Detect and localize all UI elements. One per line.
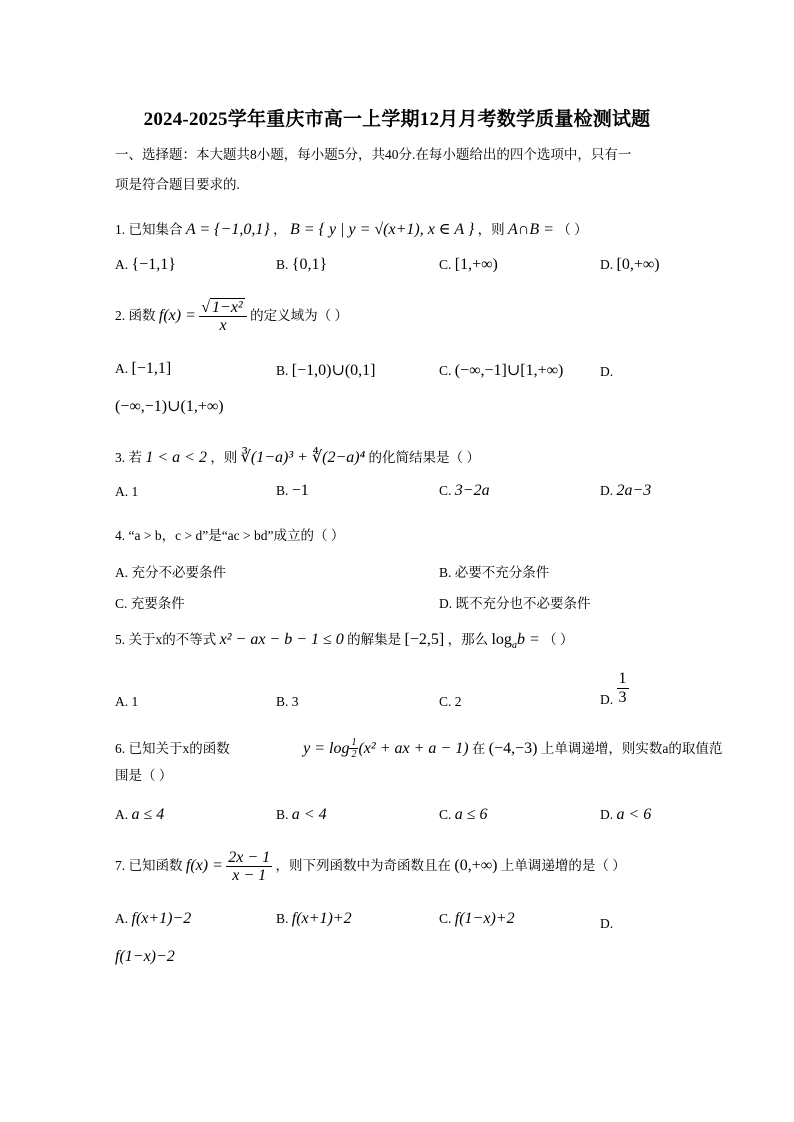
q2-option-d-label: D. [600,364,614,379]
section-line-2: 项是符合题目要求的. [115,177,240,192]
q3-prefix: 3. 若 [115,450,142,465]
q1-option-d[interactable]: D. [0,+∞) [600,256,660,273]
q3-option-c[interactable]: C. 3−2a [439,482,490,499]
q4-text: 4. “a > b，c > d”是“ac > bd”成立的（ ） [115,528,345,543]
q6-prefix: 6. 已知关于x的函数 [115,741,230,756]
q6-option-c[interactable]: C. a ≤ 6 [439,806,488,823]
q7-option-b[interactable]: B. f(x+1)+2 [276,910,352,927]
q6-mid: 在 [471,741,486,756]
q2-fraction: $\frac{\text{√ 1−x²}}{x}$ [199,299,246,335]
q6-interval: (−4,−3) [488,740,538,757]
q7-fraction: $\frac{2x - 1}{x - 1}$ [228,848,271,885]
q6-option-a[interactable]: A. a ≤ 4 [115,806,165,823]
q4-option-d[interactable]: D. 既不充分也不必要条件 [439,596,591,611]
q7-suffix: 上单调递增的是（ ） [500,858,626,873]
q5-mid: 的解集是 [347,632,402,647]
q7-option-d[interactable]: f(1−x)−2 [115,948,175,965]
question-2 [115,296,348,336]
q3-condition: 1 < a < 2 [145,449,207,466]
q1-prefix: 1. 已知集合 [115,222,183,237]
q1-option-a[interactable]: A. {−1,1} [115,256,176,273]
q5-option-a[interactable]: A. 1 [115,694,139,709]
q2-option-c[interactable]: C. (−∞,−1]∪[1,+∞) [439,362,564,379]
q5-paren: （ ） [543,632,574,647]
q1-paren: （ ） [557,222,588,237]
q5-ask: $\log_ab$ = [491,631,540,652]
section-instructions [115,140,685,200]
question-1: 1. 已知集合 A = {−1,0,1} ， B = { y | y = √(x+1), x ∈ A } ，则 A∩B = （ ） [115,221,588,238]
q1-set-b: B = { y | y = √(x+1), x ∈ A } [290,221,475,238]
q7-option-a[interactable]: A. f(x+1)−2 [115,910,192,927]
q6-option-b[interactable]: B. a < 4 [276,806,327,823]
q2-denominator: x [219,317,227,335]
q5-option-d-fraction: $\frac{1}{3}$ [618,669,627,706]
q3-option-b[interactable]: B. −1 [276,482,309,499]
q4-option-c[interactable]: C. 充要条件 [115,596,185,611]
question-4 [115,526,344,546]
q7-mid: ，则下列函数中为奇函数且在 [275,858,452,873]
q5-mid2: ，那么 [447,632,489,647]
q3-suffix: 的化简结果是（ ） [368,450,480,465]
q1-ask: A∩B = [508,221,554,238]
question-6-line-2: 围是（ ） [115,768,173,783]
q2-option-d[interactable]: (−∞,−1)∪(1,+∞) [115,398,224,415]
q5-prefix: 5. 关于x的不等式 [115,632,217,647]
q6-suffix: 上单调递增，则实数a的取值范 [540,741,723,756]
q2-suffix: 的定义域为（ ） [250,308,348,323]
q7-interval: (0,+∞) [454,857,498,874]
q1-option-b[interactable]: B. {0,1} [276,256,328,273]
q2-option-a[interactable]: A. [−1,1] [115,360,172,377]
section-line-1: 一、选择题：本大题共8小题，每小题5分，共40分.在每小题给出的四个选项中，只有一 [115,147,632,162]
q6-function: y = log $\frac{1}{2}$ (x² + ax + a − 1) [303,737,469,761]
q4-option-a[interactable]: A. 充分不必要条件 [115,565,226,580]
q7-prefix: 7. 已知函数 [115,858,183,873]
q3-expression: ∛(1−a)³ + ∜(2−a)⁴ [240,449,366,466]
q1-set-a: A = {−1,0,1} [185,221,270,238]
q1-option-c[interactable]: C. [1,+∞) [439,256,498,273]
question-7 [115,846,626,886]
q5-option-d[interactable]: D. $\frac{1}{3}$ [600,669,627,707]
q6-option-d[interactable]: D. a < 6 [600,806,652,823]
q5-inequality: x² − ax − b − 1 ≤ 0 [219,631,344,648]
q3-option-d[interactable]: D. 2a−3 [600,482,652,499]
q3-option-a[interactable]: A. 1 [115,484,139,499]
q2-func: f(x) = [158,307,196,324]
page-title: 2024-2025学年重庆市高一上学期12月月考数学质量检测试题 [143,109,651,130]
question-5 [115,630,573,656]
q2-numerator: 1−x² [212,298,243,316]
q3-mid: ，则 [210,450,238,465]
q5-option-c[interactable]: C. 2 [439,694,462,709]
q2-option-b[interactable]: B. [−1,0)∪(0,1] [276,362,376,379]
q2-prefix: 2. 函数 [115,308,156,323]
q1-suffix: ，则 [477,222,505,237]
q5-interval: [−2,5] [404,631,445,648]
q7-func: f(x) = [185,857,223,874]
question-6 [115,732,722,766]
q5-option-b[interactable]: B. 3 [276,694,299,709]
q7-option-c[interactable]: C. f(1−x)+2 [439,910,515,927]
q4-option-b[interactable]: B. 必要不充分条件 [439,565,550,580]
question-3 [115,448,480,468]
q7-option-d-label: D. [600,916,614,931]
